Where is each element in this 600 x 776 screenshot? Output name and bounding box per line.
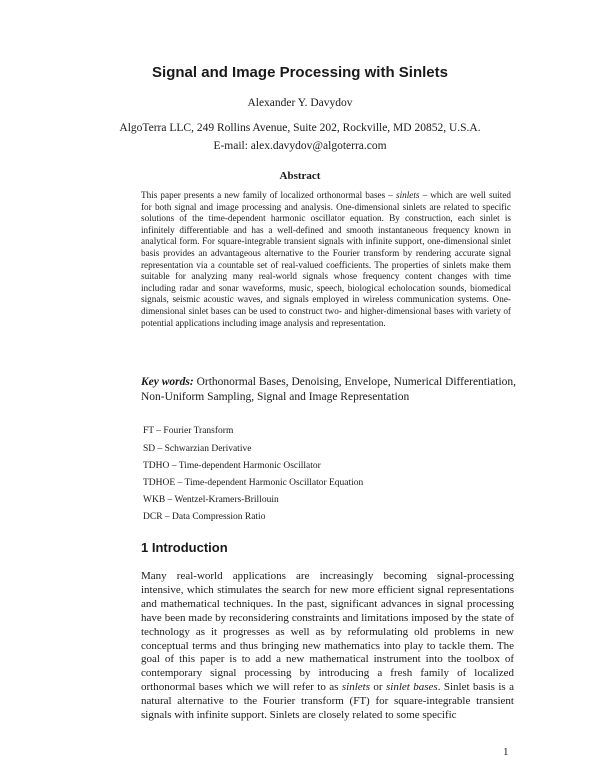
author-affiliation: AlgoTerra LLC, 249 Rollins Avenue, Suite 202, Rockville, MD 20852, U.S.A. [119, 122, 481, 134]
keywords-label: Key words: [141, 376, 194, 388]
introduction-paragraph [141, 570, 514, 723]
section-heading-introduction: 1 Introduction [141, 540, 228, 555]
abbreviation-item: FT – Fourier Transform [143, 426, 234, 436]
intro-term-sinlets: sinlets [341, 681, 370, 694]
keywords-text: Orthonormal Bases, Denoising, Envelope, Numerical Differentiation, Non-Uniform Sampling, Signal and Image Representation [141, 376, 517, 403]
page-number: 1 [503, 746, 509, 758]
abstract-text-start: This paper presents a new family of localized orthonormal bases – [141, 190, 396, 200]
abbreviation-item: WKB – Wentzel-Kramers-Brillouin [143, 495, 279, 505]
paper-title: Signal and Image Processing with Sinlets [152, 64, 448, 81]
keywords [141, 375, 521, 405]
intro-text-start: Many real-world applications are increasingly becoming signal-processing intensive, which stimulates the search for new more efficient signal representations and mathematical techniques. In the past, significant advances in signal processing have been made by reconsidering constraints and limitations imposed by the state of technology as it progresses as well as by reformulating old problems in new conceptual terms and thus bringing new mathematics into play to tackle them. The goal of this paper is to add a new mathematical instrument into the toolbox of contemporary signal processing by introducing a fresh family of localized orthonormal bases which we will refer to as [141, 570, 514, 694]
intro-text-or: or [369, 681, 386, 694]
abbreviation-item: TDHOE – Time-dependent Harmonic Oscillator Equation [143, 478, 364, 488]
abbreviation-item: SD – Schwarzian Derivative [143, 444, 252, 454]
abstract-term-sinlets: sinlets [396, 190, 420, 200]
abstract-text-rest: – which are well suited for both signal and image processing and analysis. One-dimensional sinlets are related to specific solutions of the time-dependent harmonic oscillator equation. By construction, each sinlet is infinitely differentiable and has a well-defined and smooth instantaneous frequency known in analytical form. For square-integrable transient signals with infinite support, one-dimensional sinlet basis provides an advantageous alternative to the Fourier transform by rendering accurate signal representation via a countable set of real-valued coefficients. The properties of sinlets make them suitable for analyzing many real-world signals whose frequency content changes with time including radar and sonar waveforms, music, speech, biological echolocation sounds, biomedical signals, seismic acoustic waves, and signals employed in wireless communication systems. One-dimensional sinlet bases can be used to construct two- and higher-dimensional bases with variety of potential applications including image analysis and representation. [141, 190, 511, 328]
author-name: Alexander Y. Davydov [247, 97, 353, 109]
intro-text-rest: . Sinlet basis is a natural alternative to the Fourier transform (FT) for square-integrable transient signals with infinite support. Sinlets are closely related to some specific [141, 681, 515, 722]
abstract-heading: Abstract [279, 170, 321, 182]
author-email: E-mail: alex.davydov@algoterra.com [213, 140, 387, 152]
abbreviation-item: DCR – Data Compression Ratio [143, 512, 266, 522]
abbreviation-item: TDHO – Time-dependent Harmonic Oscillator [143, 461, 321, 471]
intro-term-sinlet-bases: sinlet bases [386, 681, 438, 694]
abstract-body [141, 190, 511, 329]
